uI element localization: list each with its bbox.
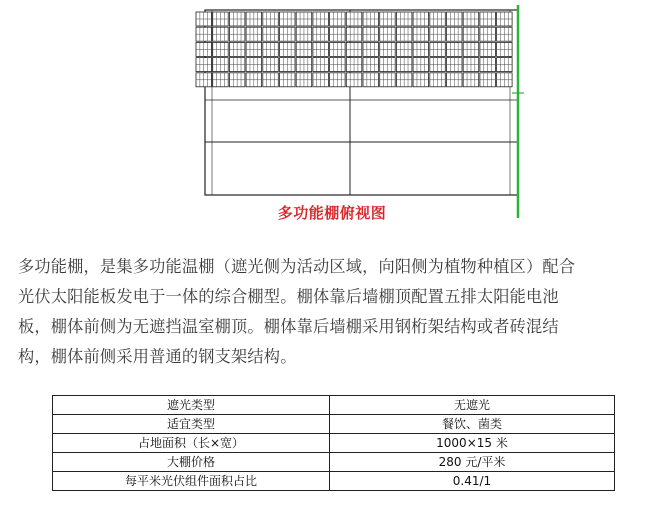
row-value: 餐饮、菌类: [330, 415, 615, 434]
paragraph-line: 多功能棚，是集多功能温棚（遮光侧为活动区域，向阳侧为植物种植区）配合: [18, 257, 576, 276]
row-value: 0.41/1: [330, 472, 615, 491]
table-row: [53, 472, 615, 491]
solar-panel-rows: [196, 12, 512, 87]
table-row: [53, 434, 615, 453]
greenhouse-top-view-drawing: [0, 0, 664, 235]
row-value: 280 元/平米: [330, 453, 615, 472]
row-key: 大棚价格: [53, 453, 330, 472]
table-row: [53, 453, 615, 472]
description-paragraph: [18, 252, 648, 372]
row-value: 1000×15 米: [330, 434, 615, 453]
row-value: 无遮光: [330, 396, 615, 415]
row-key: 适宜类型: [53, 415, 330, 434]
table-row: [53, 415, 615, 434]
paragraph-line: 板，棚体前侧为无遮挡温室棚顶。棚体靠后墙棚采用钢桁架结构或者砖混结: [18, 317, 559, 336]
row-key: 占地面积（长×宽）: [53, 434, 330, 453]
table-row: [53, 396, 615, 415]
figure-caption: 多功能棚俯视图: [277, 204, 387, 222]
paragraph-line: 光伏太阳能板发电于一体的综合棚型。棚体靠后墙棚顶配置五排太阳能电池: [18, 287, 559, 306]
paragraph-line: 构，棚体前侧采用普通的钢支架结构。: [18, 347, 297, 366]
row-key: 遮光类型: [53, 396, 330, 415]
row-key: 每平米光伏组件面积占比: [53, 472, 330, 491]
spec-table: [52, 395, 615, 491]
